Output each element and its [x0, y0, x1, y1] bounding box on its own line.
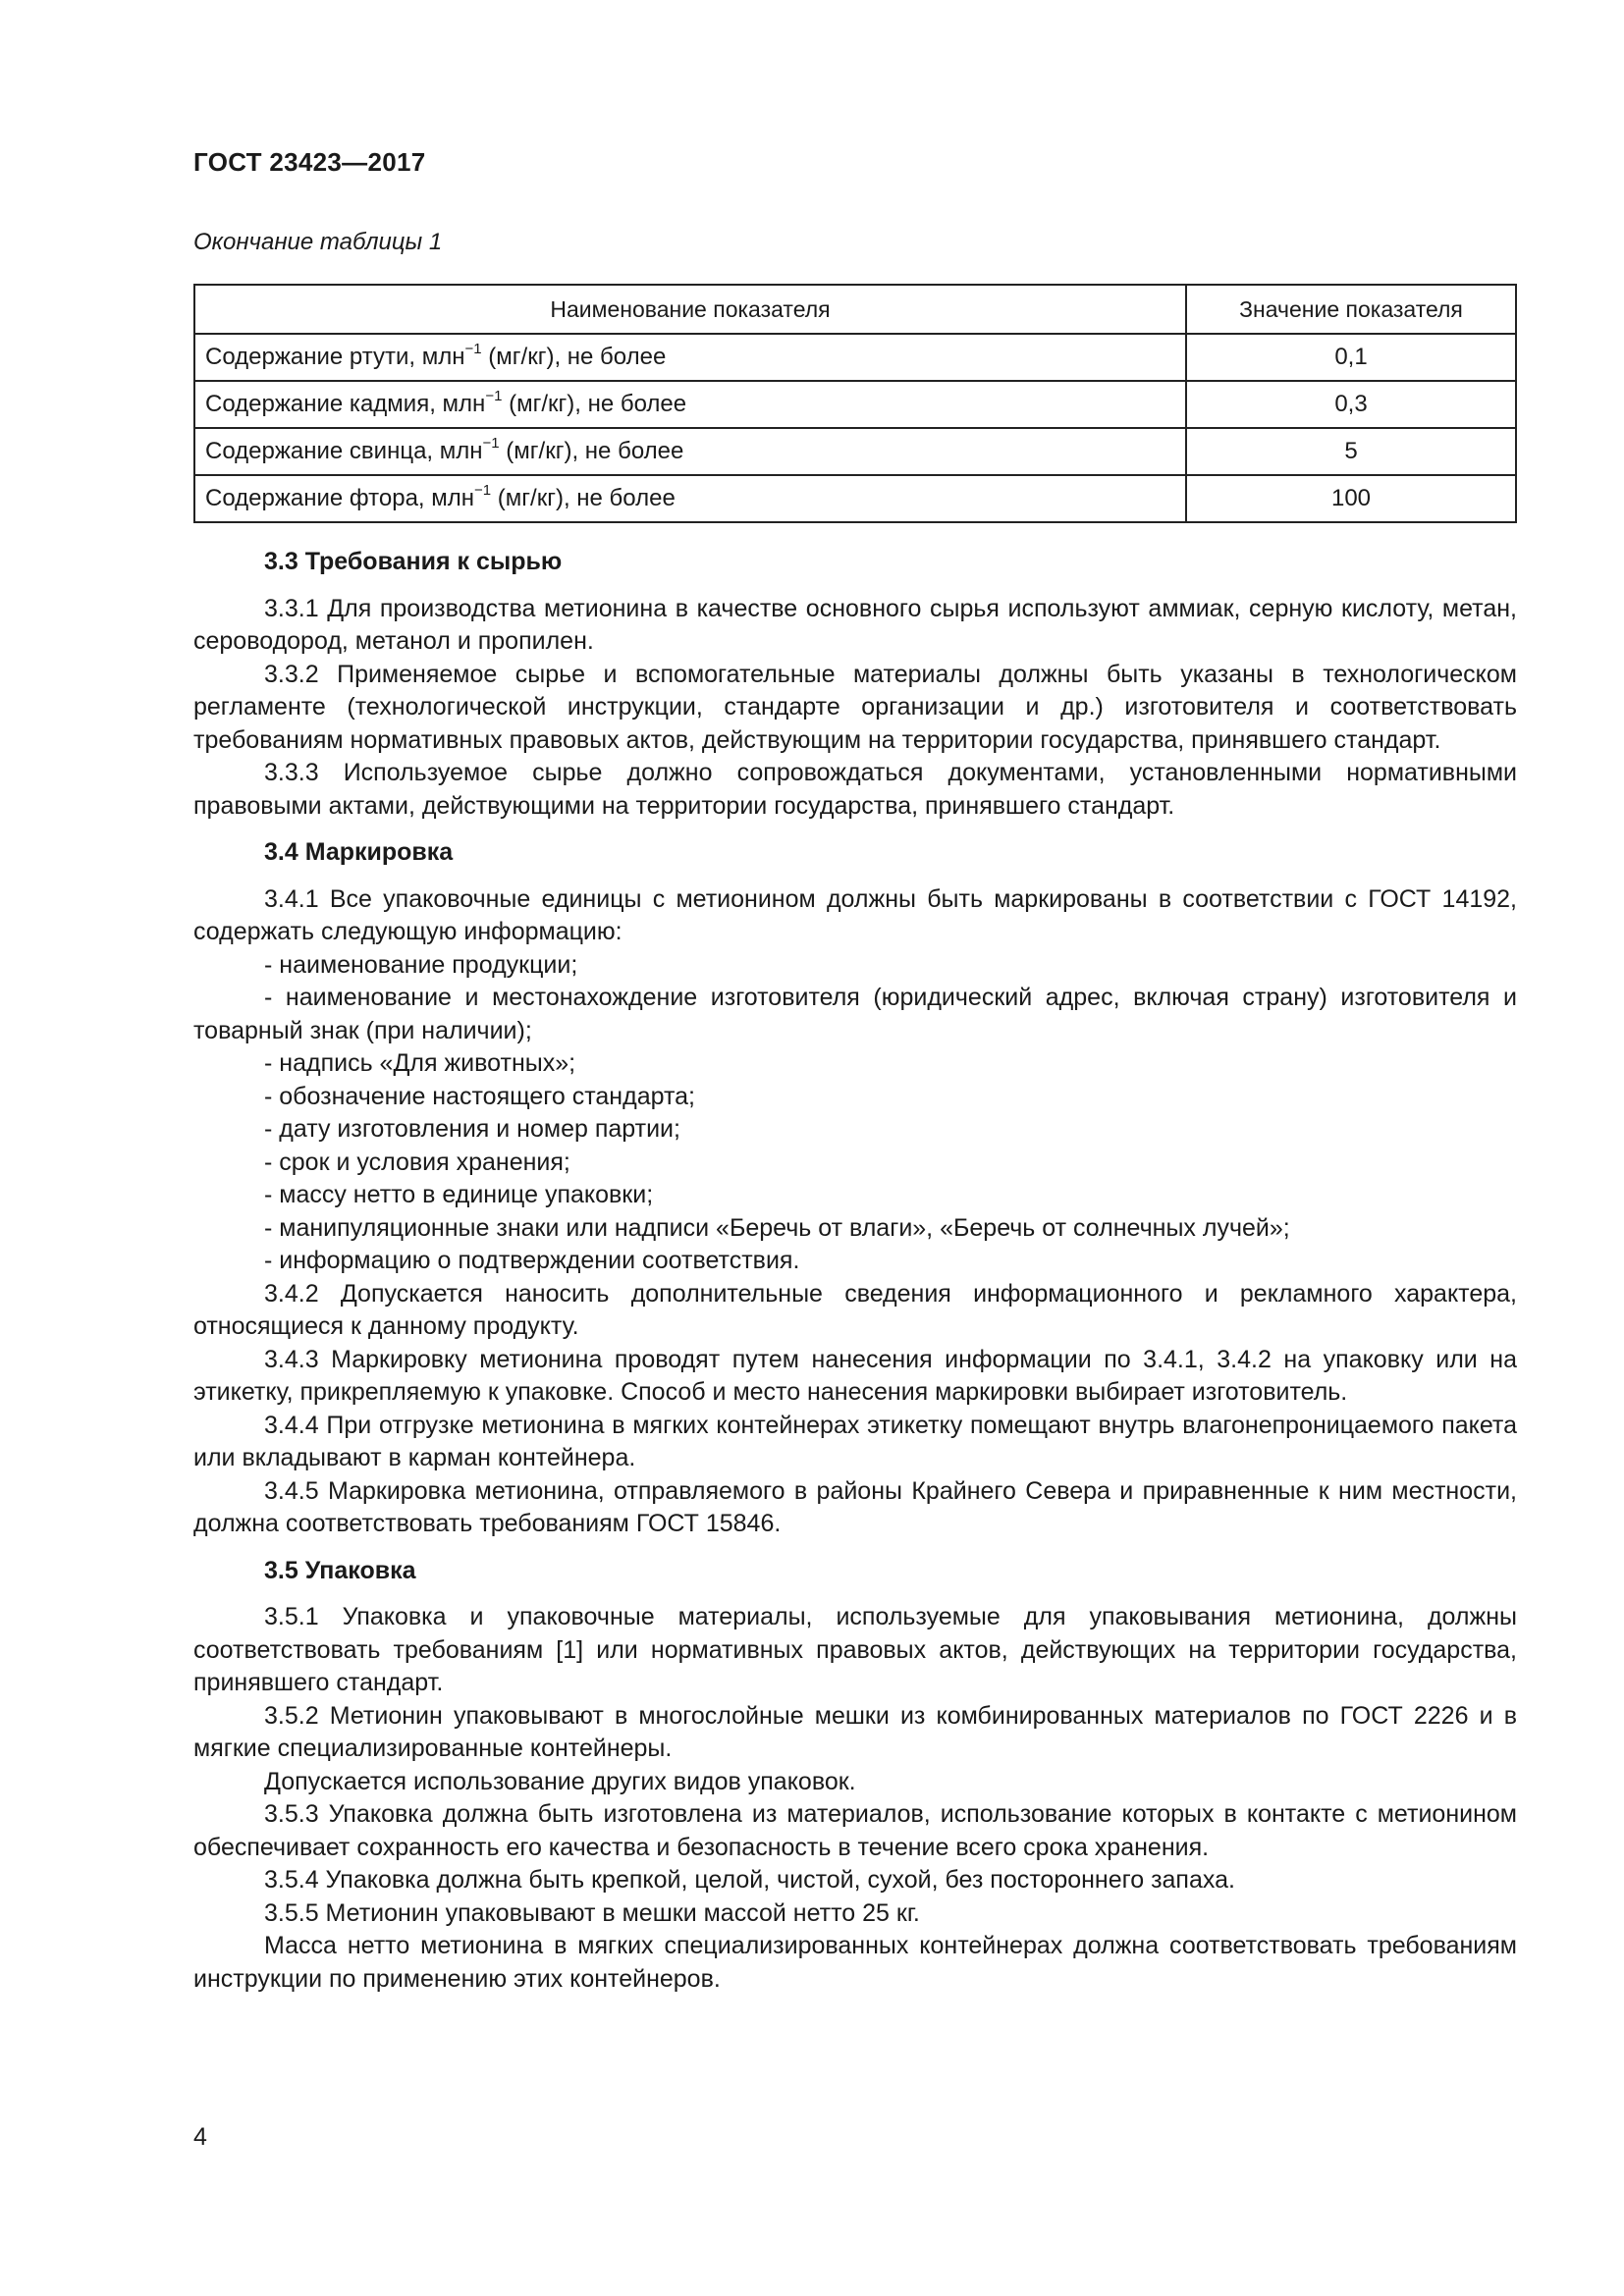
indicator-name-cell — [194, 428, 1186, 475]
table-row — [194, 475, 1516, 522]
list-item: - обозначение настоящего стандарта; — [264, 1082, 695, 1110]
column-header-value: Значение показателя — [1186, 285, 1516, 334]
table-row — [194, 428, 1516, 475]
unit-exponent: −1 — [485, 388, 503, 404]
document-body — [193, 546, 1517, 1996]
document-code: ГОСТ 23423—2017 — [193, 147, 426, 177]
indicator-name: Содержание ртути, млн — [205, 344, 465, 370]
list-item: - срок и условия хранения; — [264, 1148, 570, 1176]
paragraph-3-5-4: 3.5.4 Упаковка должна быть крепкой, целой, чистой, сухой, без постороннего запаха. — [264, 1866, 1235, 1894]
indicator-value: 0,1 — [1186, 334, 1516, 381]
indicator-name-cell — [194, 381, 1186, 428]
paragraph-3-3-3: 3.3.3 Используемое сырье должно сопровождаться документами, установленными нормативными правовыми актами, действующими на территории государства, принявшего стандарт. — [193, 759, 1517, 820]
list-item: - дату изготовления и номер партии; — [264, 1115, 680, 1143]
section-heading-3-3: 3.3 Требования к сырью — [264, 548, 563, 575]
table-header-row — [194, 285, 1516, 334]
list-item: - наименование продукции; — [264, 950, 578, 979]
list-item: - информацию о подтверждении соответствия. — [264, 1247, 800, 1274]
indicator-name-cell — [194, 475, 1186, 522]
section-heading-3-4: 3.4 Маркировка — [264, 838, 454, 866]
paragraph-3-5-2: 3.5.2 Метионин упаковывают в многослойные мешки из комбинированных материалов по ГОСТ 2226 и в мягкие специализированные контейнеры. — [193, 1701, 1517, 1762]
paragraph-net-mass: Масса нетто метионина в мягких специализированных контейнерах должна соответствовать требованиям инструкции по применению этих контейнеров. — [193, 1932, 1517, 1993]
unit-exponent: −1 — [464, 341, 482, 357]
unit-exponent: −1 — [482, 435, 500, 452]
section-heading-3-5: 3.5 Упаковка — [264, 1556, 416, 1584]
table-row — [194, 381, 1516, 428]
paragraph-3-4-1: 3.4.1 Все упаковочные единицы с метионином должны быть маркированы в соответствии с ГОСТ 14192, содержать следующую информацию: — [193, 884, 1517, 945]
unit-exponent: −1 — [474, 482, 492, 499]
list-item: - массу нетто в единице упаковки; — [264, 1181, 654, 1208]
indicator-value: 0,3 — [1186, 381, 1516, 428]
indicator-name-cell — [194, 334, 1186, 381]
indicator-name: Содержание фтора, млн — [205, 485, 475, 511]
column-header-name: Наименование показателя — [194, 285, 1186, 334]
indicator-unit: (мг/кг), не более — [499, 438, 684, 464]
indicator-value: 100 — [1186, 475, 1516, 522]
paragraph-other-packaging: Допускается использование других видов упаковок. — [264, 1767, 856, 1795]
paragraph-3-3-1: 3.3.1 Для производства метионина в качестве основного сырья используют аммиак, серную кислоту, метан, сероводород, метанол и пропилен. — [193, 594, 1517, 655]
table-row — [194, 334, 1516, 381]
indicators-table — [193, 284, 1517, 523]
page-number: 4 — [193, 2123, 207, 2151]
indicator-name: Содержание свинца, млн — [205, 438, 483, 464]
paragraph-3-3-2: 3.3.2 Применяемое сырье и вспомогательные материалы должны быть указаны в технологическом регламенте (технологической инструкции, стандарте организации и др.) изготовителя и соответствовать требованиям нормативных правовых актов, действующим на территории государства, принявшего стандарт. — [193, 660, 1517, 754]
paragraph-3-4-2: 3.4.2 Допускается наносить дополнительные сведения информационного и рекламного характера, относящиеся к данному продукту. — [193, 1279, 1517, 1340]
paragraph-3-5-1: 3.5.1 Упаковка и упаковочные материалы, используемые для упаковывания метионина, должны соответствовать требованиям [1] или нормативных правовых актов, действующих на территории государства, принявшего стандарт. — [193, 1603, 1517, 1696]
list-item: - манипуляционные знаки или надписи «Беречь от влаги», «Беречь от солнечных лучей»; — [264, 1213, 1290, 1242]
indicator-unit: (мг/кг), не более — [502, 391, 687, 417]
paragraph-3-4-3: 3.4.3 Маркировку метионина проводят путем нанесения информации по 3.4.1, 3.4.2 на упаковку или на этикетку, прикрепляемую к упаковке. Способ и место нанесения маркировки выбирает изготовитель. — [193, 1345, 1517, 1406]
table-caption: Окончание таблицы 1 — [193, 229, 443, 255]
indicator-unit: (мг/кг), не более — [481, 344, 667, 370]
list-item: - надпись «Для животных»; — [264, 1049, 576, 1077]
paragraph-3-5-5: 3.5.5 Метионин упаковывают в мешки массой нетто 25 кг. — [264, 1898, 920, 1927]
paragraph-3-4-4: 3.4.4 При отгрузке метионина в мягких контейнерах этикетку помещают внутрь влагонепроницаемого пакета или вкладывают в карман контейнера. — [193, 1411, 1517, 1471]
list-item: - наименование и местонахождение изготовителя (юридический адрес, включая страну) изготовителя и товарный знак (при наличии); — [193, 984, 1517, 1044]
paragraph-3-5-3: 3.5.3 Упаковка должна быть изготовлена из материалов, использование которых в контакте с метионином обеспечивает сохранность его качества и безопасность в течение всего срока хранения. — [193, 1800, 1517, 1861]
indicator-value: 5 — [1186, 428, 1516, 475]
indicator-name: Содержание кадмия, млн — [205, 391, 486, 417]
indicator-unit: (мг/кг), не более — [491, 485, 676, 511]
paragraph-3-4-5: 3.4.5 Маркировка метионина, отправляемого в районы Крайнего Севера и приравненные к ним местности, должна соответствовать требованиям ГОСТ 15846. — [193, 1476, 1517, 1537]
